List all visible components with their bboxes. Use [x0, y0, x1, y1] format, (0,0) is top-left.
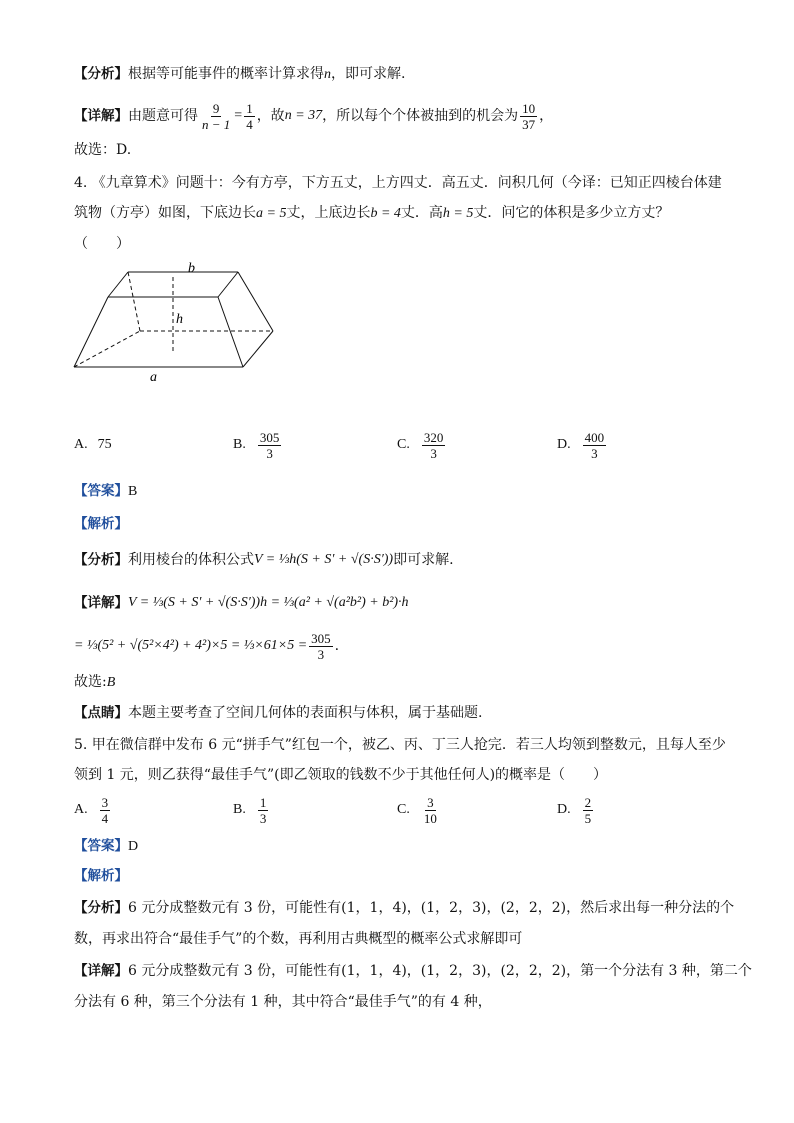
- frac-num: 10: [522, 100, 536, 116]
- q4-answer-blank: （ ）: [74, 236, 130, 252]
- choose-value: B: [106, 675, 116, 690]
- option-label: A.: [74, 802, 88, 817]
- q4-text-a: 筑物（方亭）如图，下底边长: [74, 205, 256, 221]
- dianjing-text: 本题主要考查了空间几何体的表面积与体积，属于基础题.: [128, 705, 483, 721]
- frustum-volume-formula: V = ⅓h(S + S′ + √(S·S′)): [254, 552, 394, 567]
- analysis-end: ，即可求解.: [331, 66, 406, 82]
- analysis-tag: 【分析】: [74, 66, 128, 82]
- left-lateral-edge: [74, 297, 108, 367]
- q4-stem-line1: 4. 《九章算术》问题十：今有方亭，下方五丈，上方四丈．高五丈．问积几何（今译：已知正四棱台体建: [74, 175, 722, 191]
- detail-text: 由题意可得: [128, 108, 198, 124]
- q4-dianjing-line: [74, 703, 482, 723]
- option-fraction: [422, 795, 439, 826]
- analysis-text: 6 元分成整数元有 3 份，可能性有(1，1，4)，(1，2，3)，(2，2，2)，然后求出每一种分法的个: [128, 900, 735, 916]
- analysis-text: 利用棱台的体积公式: [128, 552, 254, 568]
- detail-text-3: ，所以每个个体被抽到的机会为: [322, 108, 519, 124]
- bottom-right-edge: [243, 331, 273, 367]
- q4-answer-line: [74, 481, 137, 502]
- analysis-text: 根据等可能事件的概率计算求得: [128, 66, 324, 82]
- top-right-edge: [218, 272, 238, 297]
- q4-option-c[interactable]: [397, 427, 447, 463]
- frac-den: n − 1: [202, 116, 231, 132]
- fraction-1-over-4: [244, 101, 255, 132]
- q4-detail-line1: [74, 585, 409, 621]
- option-fraction: [583, 430, 607, 461]
- detail-tag: 【详解】: [74, 963, 128, 979]
- q5-detail-line1: [74, 961, 752, 981]
- frac-den: 3: [266, 445, 273, 461]
- frac-num: 305: [259, 429, 280, 445]
- answer-tag: 【答案】: [74, 483, 128, 499]
- frac-num: 1: [246, 100, 253, 116]
- frac-den: 3: [259, 810, 267, 826]
- detail-text-2: ，故: [256, 108, 285, 124]
- option-fraction: [583, 795, 594, 826]
- frac-num: 3: [101, 794, 109, 810]
- detail-end: .: [334, 638, 340, 654]
- option-label: D.: [557, 802, 571, 817]
- detail-tag: 【详解】: [74, 108, 128, 124]
- equals-sign: =: [234, 108, 243, 123]
- jiexi-tag: 【解析】: [74, 516, 128, 532]
- q4-detail-line2: [74, 628, 339, 664]
- q5-option-d[interactable]: [557, 792, 595, 828]
- frac-den: 5: [584, 810, 592, 826]
- a-equals-5: a = 5: [256, 206, 287, 221]
- option-label: D.: [557, 437, 571, 452]
- answer-value: D: [128, 839, 139, 854]
- result-fraction: [309, 631, 333, 662]
- frac-den: 4: [246, 116, 253, 132]
- top-left-edge: [108, 272, 128, 297]
- frac-num: 2: [584, 794, 592, 810]
- option-label: A.: [74, 437, 88, 452]
- q5-option-b[interactable]: [233, 792, 270, 828]
- option-label: B.: [233, 437, 246, 452]
- detail-formula-2: = ⅓(5² + √(5²×4²) + 4²)×5 = ⅓×61×5 =: [74, 638, 308, 653]
- q4-option-d[interactable]: [557, 427, 608, 463]
- detail-formula-1: V = ⅓(S + S′ + √(S·S′))h = ⅓(a² + √(a²b²) + b²)·h: [128, 595, 409, 610]
- frac-num: 1: [259, 794, 267, 810]
- detail-tag: 【详解】: [74, 595, 128, 611]
- answer-value: B: [128, 484, 138, 499]
- option-fraction: [258, 430, 282, 461]
- option-fraction: [100, 795, 111, 826]
- q5-option-c[interactable]: [397, 792, 441, 828]
- answer-tag: 【答案】: [74, 838, 128, 854]
- analysis-end: 即可求解.: [393, 552, 454, 568]
- q5-analysis-line1: [74, 898, 734, 918]
- q5-option-a[interactable]: [74, 792, 112, 828]
- q4-option-b[interactable]: [233, 427, 283, 463]
- frac-num: 9: [212, 100, 220, 116]
- q4-jiexi-line: [74, 514, 128, 534]
- fraction-10-over-37: [520, 101, 537, 132]
- choose-text: 故选:: [74, 674, 107, 690]
- q5-analysis-line2: 数，再求出符合“最佳手气”的个数，再利用古典概型的概率公式求解即可: [74, 931, 523, 947]
- h-equals-5: h = 5: [442, 206, 474, 221]
- q4-text-c: 丈．高: [400, 205, 443, 221]
- dianjing-tag: 【点睛】: [74, 705, 128, 721]
- frac-den: 37: [522, 116, 536, 132]
- detail-line-q3: [74, 98, 553, 134]
- label-b: b: [188, 261, 195, 276]
- q5-stem-line1: 5. 甲在微信群中发布 6 元“拼手气”红包一个，被乙、丙、丁三人抢完．若三人均领到整数元，且每人至少: [74, 737, 726, 753]
- frustum-figure: [60, 255, 290, 385]
- q4-stem-line2: [74, 203, 669, 224]
- right-back-lateral-edge: [238, 272, 273, 331]
- right-front-lateral-edge: [218, 297, 243, 367]
- frac-den: 3: [317, 646, 325, 662]
- variable-n: n: [324, 67, 331, 82]
- option-fraction: [422, 430, 446, 461]
- q4-text-d: 丈．问它的体积是多少立方丈？: [473, 205, 670, 221]
- bottom-left-hidden-edge: [74, 331, 140, 367]
- q4-option-a[interactable]: [74, 427, 112, 463]
- frac-den: 3: [430, 445, 437, 461]
- option-label: B.: [233, 802, 246, 817]
- back-left-hidden-edge: [128, 272, 140, 331]
- jiexi-tag: 【解析】: [74, 868, 128, 884]
- option-label: C.: [397, 802, 410, 817]
- frac-den: 10: [423, 810, 437, 826]
- label-a: a: [150, 370, 157, 385]
- frac-den: 4: [101, 810, 109, 826]
- analysis-line-q3: [74, 64, 405, 85]
- analysis-tag: 【分析】: [74, 552, 128, 568]
- frac-num: 3: [427, 794, 434, 810]
- q4-analysis-line: [74, 542, 454, 578]
- option-fraction: [258, 795, 269, 826]
- fraction-9-over-n-1: [200, 101, 232, 132]
- option-value: 75: [97, 437, 112, 452]
- frac-num: 305: [311, 630, 331, 646]
- label-h: h: [176, 312, 183, 327]
- q4-choose-line: [74, 672, 115, 693]
- b-equals-4: b = 4: [370, 206, 401, 221]
- choose-line-q3: 故选：D.: [74, 142, 132, 158]
- detail-text: 6 元分成整数元有 3 份，可能性有(1，1，4)，(1，2，3)，(2，2，2)，第一个分法有 3 种，第二个: [128, 963, 752, 979]
- q5-jiexi-line: [74, 866, 128, 886]
- q5-answer-line: [74, 836, 138, 857]
- detail-text-4: ，: [539, 108, 554, 124]
- q5-detail-line2: 分法有 6 种，第三个分法有 1 种，其中符合“最佳手气”的有 4 种，: [74, 994, 492, 1010]
- n-equals-37: n = 37: [284, 108, 323, 123]
- analysis-tag: 【分析】: [74, 900, 128, 916]
- frac-num: 400: [584, 429, 605, 445]
- option-label: C.: [397, 437, 410, 452]
- frac-num: 320: [423, 429, 444, 445]
- q4-text-b: 丈，上底边长: [286, 205, 371, 221]
- q5-stem-line2: 领到 1 元，则乙获得“最佳手气”(即乙领取的钱数不少于其他任何人)的概率是（ ）: [74, 767, 608, 783]
- frac-den: 3: [591, 445, 598, 461]
